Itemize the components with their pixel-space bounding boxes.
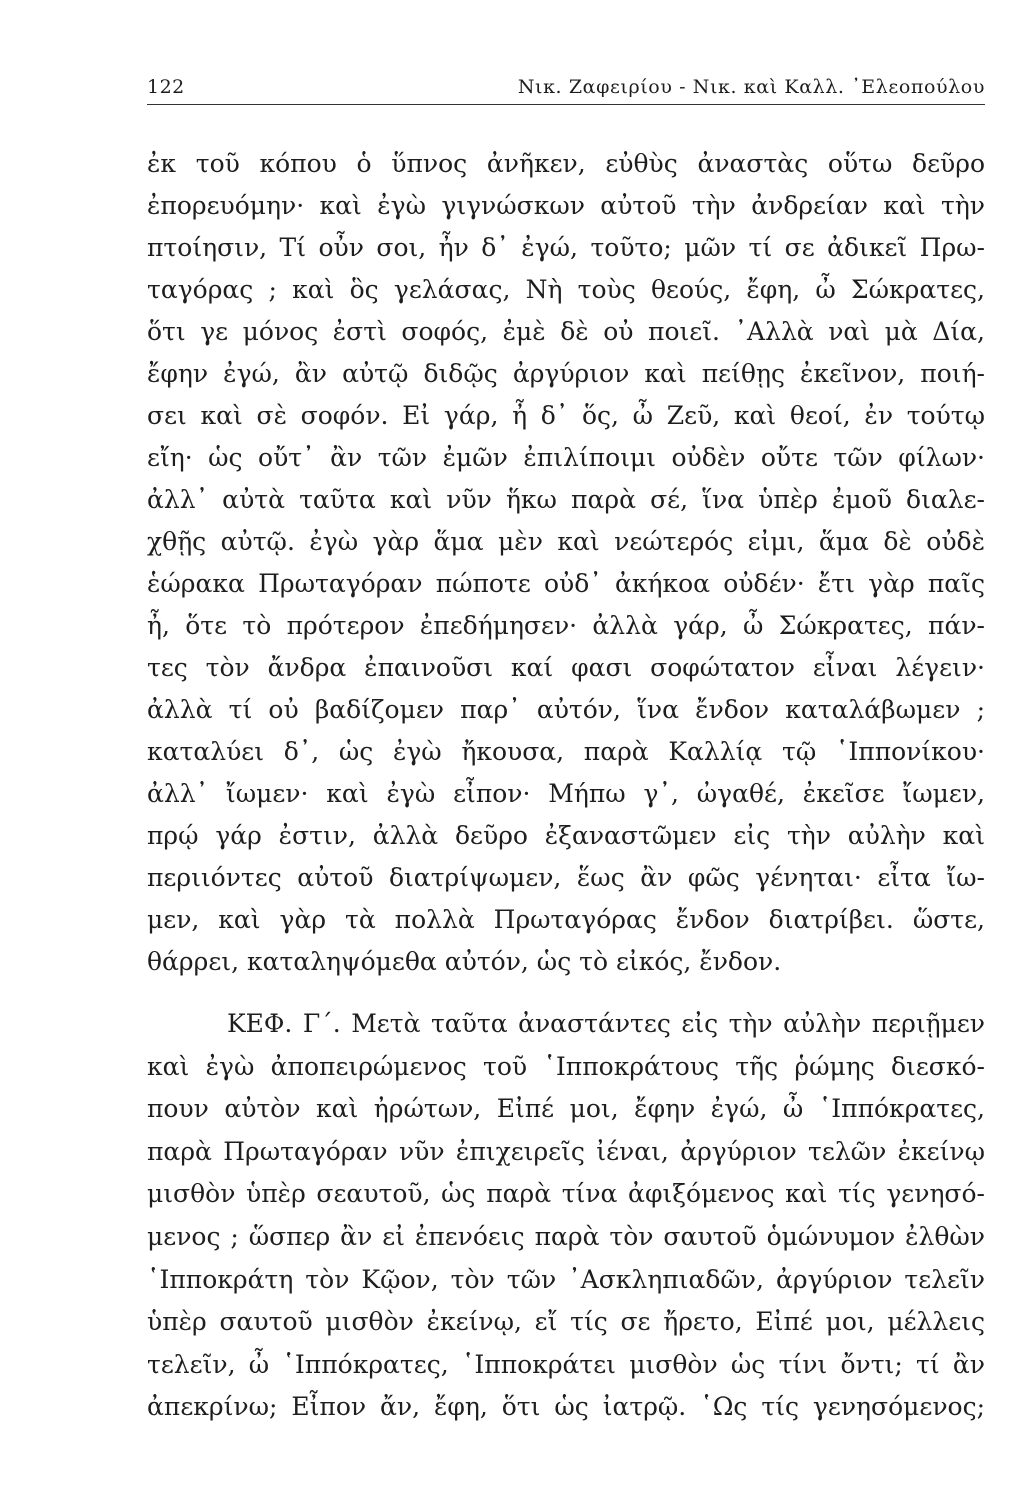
text-line: σει καὶ σὲ σοφόν. Εἰ γάρ, ἦ δ᾿ ὅς, ὦ Ζεῦ, καὶ θεοί, ἐν τούτῳ: [147, 401, 985, 430]
text-line: πουν αὐτὸν καὶ ἠρώτων, Εἰπέ μοι, ἔφην ἐγώ, ὦ ῾Ιππόκρατες,: [147, 1094, 985, 1124]
text-line: πρῴ γάρ ἐστιν, ἀλλὰ δεῦρο ἐξαναστῶμεν εἰς τὴν αὐλὴν καὶ: [147, 821, 985, 850]
text-line: θάρρει, καταληψόμεθα αὐτόν, ὡς τὸ εἰκός, ἔνδον.: [147, 947, 782, 976]
text-line: πτοίησιν, Τί οὖν σοι, ἦν δ᾿ ἐγώ, τοῦτο; μῶν τί σε ἀδικεῖ Πρω-: [147, 233, 985, 262]
text-line: καταλύει δ᾿, ὡς ἐγὼ ἤκουσα, παρὰ Καλλίᾳ τῷ ῾Ιππονίκου·: [147, 737, 985, 766]
text-line: χθῇς αὐτῷ. ἐγὼ γὰρ ἅμα μὲν καὶ νεώτερός εἰμι, ἅμα δὲ οὐδὲ: [147, 527, 985, 556]
text-line: ἀλλ᾿ αὐτὰ ταῦτα καὶ νῦν ἥκω παρὰ σέ, ἵνα ὑπὲρ ἐμοῦ διαλε-: [147, 485, 985, 514]
running-head: Νικ. Ζαφειρίου - Νικ. καὶ Καλλ. ᾿Ελεοπούλου: [517, 76, 985, 98]
page-number: 122: [147, 76, 185, 98]
chapter-heading-line: ΚΕΦ. Γ΄. Μετὰ ταῦτα ἀναστάντες εἰς τὴν αὐλὴν περιῇμεν: [227, 1009, 985, 1038]
text-line: τελεῖν, ὦ ῾Ιππόκρατες, ῾Ιπποκράτει μισθὸν ὡς τίνι ὄντι; τί ἂν: [147, 1349, 985, 1379]
text-line: εἴη· ὡς οὔτ᾿ ἂν τῶν ἐμῶν ἐπιλίποιμι οὐδὲν οὔτε τῶν φίλων·: [147, 443, 985, 472]
text-line: περιιόντες αὐτοῦ διατρίψωμεν, ἕως ἂν φῶς γένηται· εἶτα ἴω-: [147, 863, 985, 892]
text-line: ὅτι γε μόνος ἐστὶ σοφός, ἐμὲ δὲ οὐ ποιεῖ. ᾿Αλλὰ ναὶ μὰ Δία,: [147, 317, 985, 346]
text-line: ἑώρακα Πρωταγόραν πώποτε οὐδ᾿ ἀκήκοα οὐδέν· ἔτι γὰρ παῖς: [147, 569, 985, 598]
text-line: ὑπὲρ σαυτοῦ μισθὸν ἐκείνῳ, εἴ τίς σε ἤρετο, Εἰπέ μοι, μέλλεις: [147, 1307, 985, 1337]
text-line: ἐκ τοῦ κόπου ὁ ὕπνος ἀνῆκεν, εὐθὺς ἀναστὰς οὕτω δεῦρο: [147, 149, 985, 178]
text-line: μισθὸν ὑπὲρ σεαυτοῦ, ὡς παρὰ τίνα ἀφιξόμενος καὶ τίς γενησό-: [147, 1179, 985, 1209]
text-line: ἀπεκρίνω; Εἶπον ἄν, ἔφη, ὅτι ὡς ἰατρῷ. ῾Ως τίς γενησόμενος;: [147, 1392, 985, 1422]
text-line: ἔφην ἐγώ, ἂν αὐτῷ διδῷς ἀργύριον καὶ πείθῃς ἐκεῖνον, ποιή-: [147, 359, 985, 388]
text-line: ἀλλ᾿ ἴωμεν· καὶ ἐγὼ εἶπον· Μήπω γ᾿, ὠγαθέ, ἐκεῖσε ἴωμεν,: [147, 779, 985, 808]
page-header: [147, 74, 985, 105]
text-line: ἐπορευόμην· καὶ ἐγὼ γιγνώσκων αὐτοῦ τὴν ἀνδρείαν καὶ τὴν: [147, 191, 985, 220]
paragraph-1: [147, 143, 985, 983]
text-line: ταγόρας ; καὶ ὃς γελάσας, Νὴ τοὺς θεούς, ἔφη, ὦ Σώκρατες,: [147, 275, 985, 304]
text-line: μενος ; ὥσπερ ἂν εἰ ἐπενόεις παρὰ τὸν σαυτοῦ ὁμώνυμον ἐλθὼν: [147, 1221, 985, 1251]
paragraph-2: [147, 1003, 985, 1429]
text-line: παρὰ Πρωταγόραν νῦν ἐπιχειρεῖς ἰέναι, ἀργύριον τελῶν ἐκείνῳ: [147, 1136, 985, 1166]
text-line: καὶ ἐγὼ ἀποπειρώμενος τοῦ ῾Ιπποκράτους τῆς ῥώμης διεσκό-: [147, 1051, 985, 1081]
text-line: ἦ, ὅτε τὸ πρότερον ἐπεδήμησεν· ἀλλὰ γάρ, ὦ Σώκρατες, πάν-: [147, 611, 985, 640]
text-line: ῾Ιπποκράτη τὸν Κῷον, τὸν τῶν ᾿Ασκληπιαδῶν, ἀργύριον τελεῖν: [147, 1264, 985, 1294]
text-line: μεν, καὶ γὰρ τὰ πολλὰ Πρωταγόρας ἔνδον διατρίβει. ὥστε,: [147, 905, 985, 934]
text-line: τες τὸν ἄνδρα ἐπαινοῦσι καί φασι σοφώτατον εἶναι λέγειν·: [147, 653, 985, 682]
text-line: ἀλλὰ τί οὐ βαδίζομεν παρ᾿ αὐτόν, ἵνα ἔνδον καταλάβωμεν ;: [147, 695, 985, 724]
